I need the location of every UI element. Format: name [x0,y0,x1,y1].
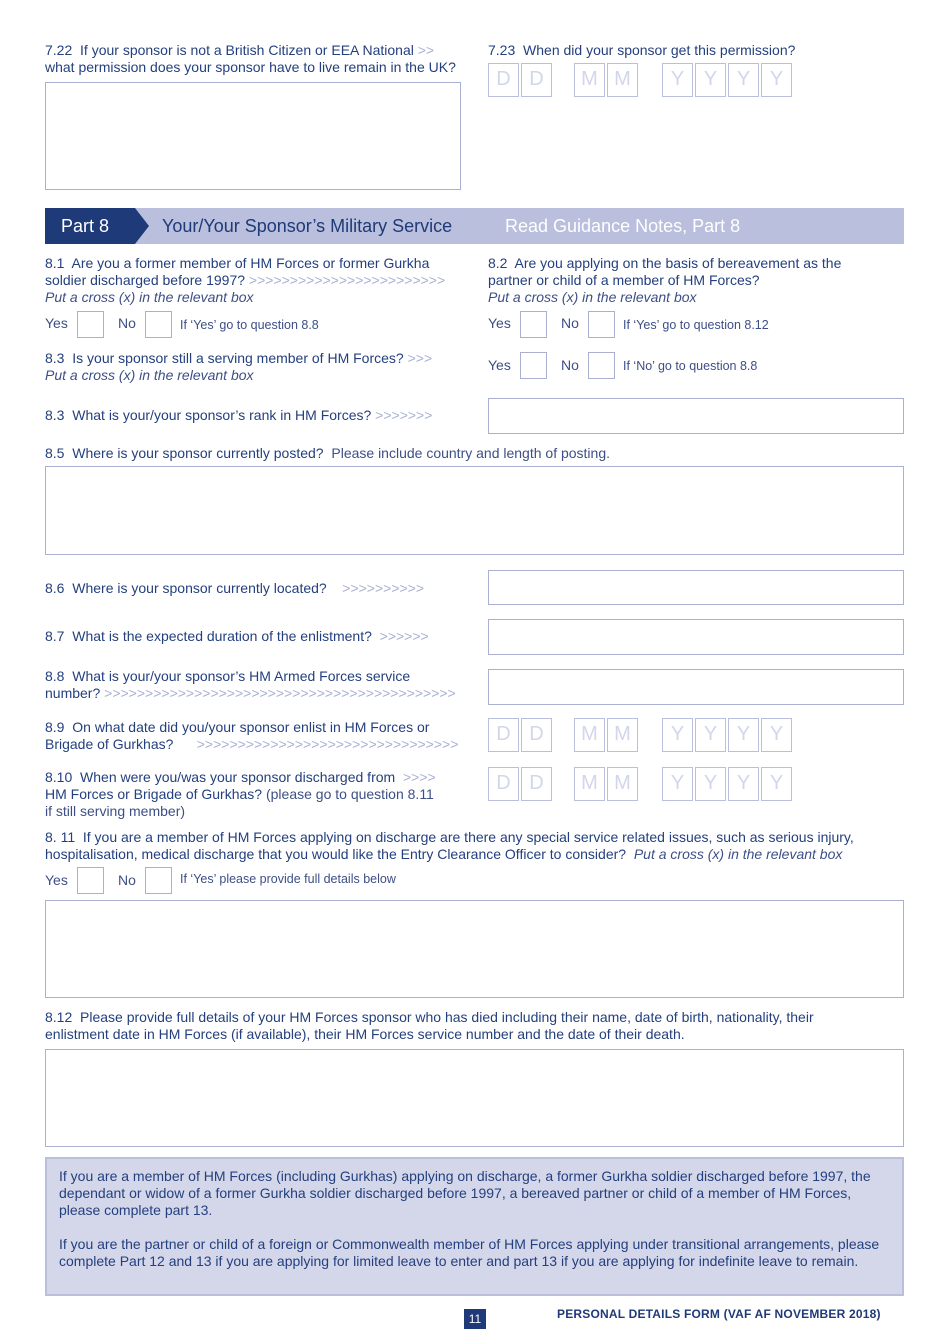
q-text-2: number? [45,685,101,701]
q-number: 8.12 [45,1009,73,1025]
answer-8-5-textarea[interactable] [45,466,904,555]
answer-8-3-rank-input[interactable] [488,398,904,434]
q-extra: (please go to question 8.11 [265,786,434,802]
yes-label: Yes [45,315,68,331]
info-box [45,1157,904,1296]
date-digit-year[interactable]: Y [695,718,726,752]
date-digit-day[interactable]: D [521,718,552,752]
q-number: 8. 11 [45,829,76,845]
q-number: 8.5 [45,445,65,461]
q-text: Where is your sponsor currently posted? [72,445,324,461]
q-text-2: what permission does your sponsor have to live remain in the UK? [45,59,456,75]
q-hint: Put a cross (x) in the relevant box [45,289,254,305]
q-number: 8.9 [45,719,65,735]
question-8-7 [45,628,475,645]
question-8-3-serving [45,350,475,384]
date-digit-day[interactable]: D [521,767,552,801]
date-digit-year[interactable]: Y [695,63,726,97]
answer-7-22-textarea[interactable] [45,82,461,190]
question-7-23 [488,42,795,59]
no-label: No [118,315,136,331]
date-digit-month[interactable]: M [607,718,638,752]
question-8-3-rank [45,407,475,424]
info-paragraph-1: If you are a member of HM Forces (including Gurkhas) applying on discharge, a former Gurkha soldier discharged before 1997, the dependant or widow of a former Gurkha soldier discharged before 1997, a bereaved partner or child of a member of HM Forces, please complete part 13. [59,1168,871,1218]
date-digit-month[interactable]: M [607,767,638,801]
date-digit-day[interactable]: D [488,767,519,801]
answer-8-7-input[interactable] [488,619,904,655]
checkbox-8-11-yes[interactable] [77,867,104,894]
q-text: Where is your sponsor currently located? [72,580,327,596]
no-label: No [561,357,579,373]
checkbox-8-3-yes[interactable] [520,352,547,379]
checkbox-8-3-no[interactable] [588,352,615,379]
q-arrows: >>>>>>>>>> [342,580,425,596]
q-number: 8.2 [488,255,508,271]
question-8-1 [45,255,465,306]
checkbox-8-11-no[interactable] [145,867,172,894]
q-text-2: hospitalisation, medical discharge that you would like the Entry Clearance Officer to consider? [45,846,627,862]
checkbox-8-2-yes[interactable] [520,311,547,338]
part-guidance: Read Guidance Notes, Part 8 [505,216,741,236]
q-hint: Put a cross (x) in the relevant box [633,846,843,862]
no-label: No [561,315,579,331]
date-digit-year[interactable]: Y [761,718,792,752]
q-text-2: soldier discharged before 1997? [45,272,246,288]
part-tab: Part 8 [45,208,135,244]
date-digit-year[interactable]: Y [662,767,693,801]
date-digit-year[interactable]: Y [728,767,759,801]
q-text: If you are a member of HM Forces applying on discharge are there any special service related issues, such as serious injury, [82,829,854,845]
q-number: 8.7 [45,628,65,644]
question-8-11 [45,829,915,863]
q-number: 8.3 [45,350,65,366]
date-7-23[interactable] [488,63,798,99]
date-digit-year[interactable]: Y [662,718,693,752]
part-tab-arrow [135,208,149,244]
checkbox-8-1-no[interactable] [145,311,172,338]
date-8-10[interactable] [488,767,798,803]
info-paragraph-2: If you are the partner or child of a foreign or Commonwealth member of HM Forces applying under transitional arrangements, please complete Part 12 and 13 if you are applying for limited leave to enter and part 13 if you are applying for indefinite leave to remain. [59,1236,880,1269]
question-8-6 [45,580,475,597]
date-digit-month[interactable]: M [574,63,605,97]
q-hint: Put a cross (x) in the relevant box [488,289,697,305]
q-text-2: enlistment date in HM Forces (if available), their HM Forces service number and the date of their death. [45,1026,685,1042]
answer-8-11-textarea[interactable] [45,900,904,998]
q-text: Are you a former member of HM Forces or former Gurkha [71,255,430,271]
question-8-8 [45,668,475,702]
q-extra: Please include country and length of posting. [331,445,611,461]
q-text-2: HM Forces or Brigade of Gurkhas? [45,786,263,802]
q-note: If ‘Yes’ please provide full details below [180,872,396,886]
date-digit-day[interactable]: D [488,718,519,752]
answer-8-8-input[interactable] [488,669,904,705]
part-8-header [45,208,904,244]
q-number: 7.23 [488,42,516,58]
q-text: If your sponsor is not a British Citizen or EEA National [80,42,414,58]
q-text-2: Brigade of Gurkhas? [45,736,174,752]
q-number: 8.1 [45,255,65,271]
q-text: Is your sponsor still a serving member of HM Forces? [72,350,404,366]
q-arrows: >>>>>>> [375,407,433,423]
yes-label: Yes [45,872,68,888]
date-digit-day[interactable]: D [521,63,552,97]
question-7-22 [45,42,465,76]
q-arrows: >>>>>>>>>>>>>>>>>>>>>>>>>>>>>>>> [196,736,459,752]
checkbox-8-2-no[interactable] [588,311,615,338]
date-digit-day[interactable]: D [488,63,519,97]
date-digit-year[interactable]: Y [761,63,792,97]
q-arrows: >>>>>>>>>>>>>>>>>>>>>>>>>>>>>>>>>>>>>>>>>>> [104,685,456,701]
q-text: Please provide full details of your HM Forces sponsor who has died including their name, date of birth, nationality, their [80,1009,814,1025]
q-text: What is your/your sponsor’s rank in HM Forces? [72,407,372,423]
question-8-2 [488,255,908,306]
q-number: 7.22 [45,42,73,58]
q-note: If ‘No’ go to question 8.8 [623,359,758,373]
question-8-12 [45,1009,915,1043]
date-digit-year[interactable]: Y [662,63,693,97]
q-number: 8.10 [45,769,73,785]
date-digit-year[interactable]: Y [728,63,759,97]
q-arrows: >>> [407,350,433,366]
q-text: When did your sponsor get this permission? [523,42,796,58]
q-note: If ‘Yes’ go to question 8.8 [180,318,319,332]
q-number: 8.8 [45,668,65,684]
page-number: 11 [464,1309,486,1329]
part-title: Your/Your Sponsor’s Military Service [162,216,453,236]
date-digit-year[interactable]: Y [761,767,792,801]
q-text-2: partner or child of a member of HM Forces? [488,272,760,288]
question-8-5 [45,445,905,462]
date-8-9[interactable] [488,718,798,754]
q-text: What is your/your sponsor’s HM Armed Forces service [72,668,411,684]
date-digit-month[interactable]: M [607,63,638,97]
answer-8-12-textarea[interactable] [45,1049,904,1147]
q-text: Are you applying on the basis of bereavement as the [514,255,842,271]
date-digit-year[interactable]: Y [695,767,726,801]
q-arrows: >> [417,42,435,58]
q-number: 8.6 [45,580,65,596]
checkbox-8-1-yes[interactable] [77,311,104,338]
yes-label: Yes [488,357,511,373]
q-arrows: >>>> [402,769,436,785]
q-hint: Put a cross (x) in the relevant box [45,367,254,383]
q-text: On what date did you/your sponsor enlist in HM Forces or [72,719,430,735]
q-number: 8.3 [45,407,65,423]
q-arrows: >>>>>>>>>>>>>>>>>>>>>>>> [248,272,446,288]
answer-8-6-input[interactable] [488,570,904,605]
q-extra-2: if still serving member) [45,803,186,819]
q-arrows: >>>>>> [379,628,429,644]
form-footer: PERSONAL DETAILS FORM (VAF AF NOVEMBER 2018) [557,1307,881,1321]
date-digit-year[interactable]: Y [728,718,759,752]
question-8-10 [45,769,475,820]
no-label: No [118,872,136,888]
question-8-9 [45,719,475,753]
yes-label: Yes [488,315,511,331]
date-digit-month[interactable]: M [574,718,605,752]
q-text: When were you/was your sponsor discharged from [80,769,396,785]
q-text: What is the expected duration of the enlistment? [72,628,372,644]
q-note: If ‘Yes’ go to question 8.12 [623,318,769,332]
date-digit-month[interactable]: M [574,767,605,801]
